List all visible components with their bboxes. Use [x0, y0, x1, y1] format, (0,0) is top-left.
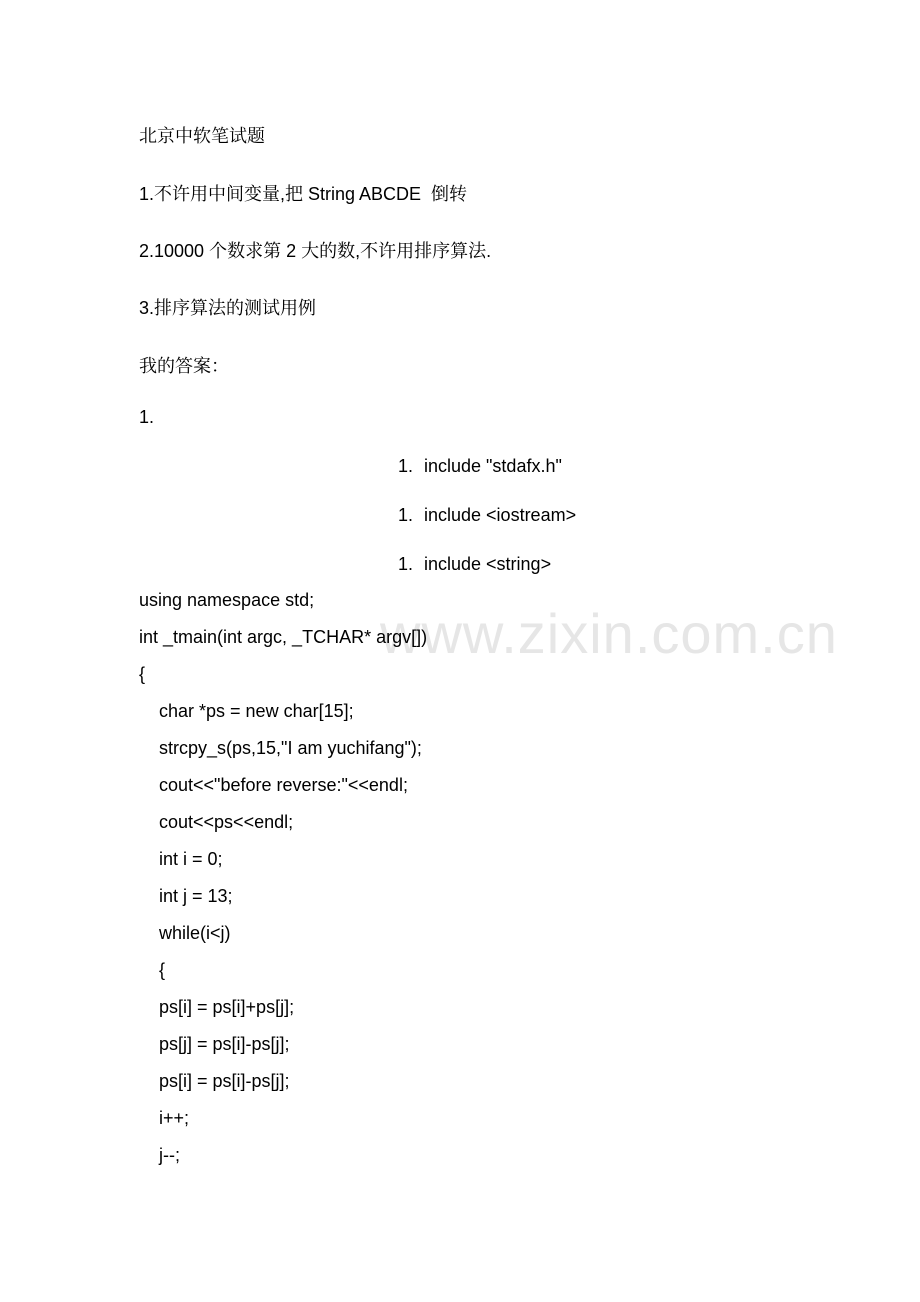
- code-line: {: [139, 664, 146, 684]
- include-item: [398, 553, 551, 575]
- question-1: 1.不许用中间变量,把 String ABCDE 倒转: [139, 184, 468, 204]
- code-line: i++;: [139, 1108, 190, 1128]
- code-line: {: [139, 960, 166, 980]
- include-item: [398, 455, 562, 477]
- code-line: ps[j] = ps[i]-ps[j];: [139, 1034, 290, 1054]
- document-heading: 北京中软笔试题: [139, 126, 265, 146]
- code-line: using namespace std;: [139, 590, 315, 610]
- code-line: j--;: [139, 1145, 180, 1165]
- answer-number: 1.: [139, 407, 155, 427]
- include-item: [398, 504, 576, 526]
- code-line: char *ps = new char[15];: [139, 701, 354, 721]
- include-text: include "stdafx.h": [424, 456, 562, 476]
- code-line: int i = 0;: [139, 849, 223, 869]
- watermark: www.zixin.com.cn: [380, 602, 838, 665]
- include-number: 1.: [398, 456, 414, 476]
- code-line: int j = 13;: [139, 886, 233, 906]
- code-line: ps[i] = ps[i]-ps[j];: [139, 1071, 290, 1091]
- include-text: include <string>: [424, 554, 552, 574]
- code-line: ps[i] = ps[i]+ps[j];: [139, 997, 295, 1017]
- code-line: cout<<ps<<endl;: [139, 812, 294, 832]
- code-line: int _tmain(int argc, _TCHAR* argv[]): [139, 627, 428, 647]
- code-line: while(i<j): [139, 923, 231, 943]
- include-text: include <iostream>: [424, 505, 577, 525]
- include-number: 1.: [398, 554, 414, 574]
- question-2: 2.10000 个数求第 2 大的数,不许用排序算法.: [139, 241, 492, 261]
- question-3: 3.排序算法的测试用例: [139, 298, 317, 318]
- answer-label: 我的答案：: [139, 356, 229, 376]
- code-line: cout<<"before reverse:"<<endl;: [139, 775, 408, 795]
- code-line: strcpy_s(ps,15,"I am yuchifang");: [139, 738, 422, 758]
- include-number: 1.: [398, 505, 414, 525]
